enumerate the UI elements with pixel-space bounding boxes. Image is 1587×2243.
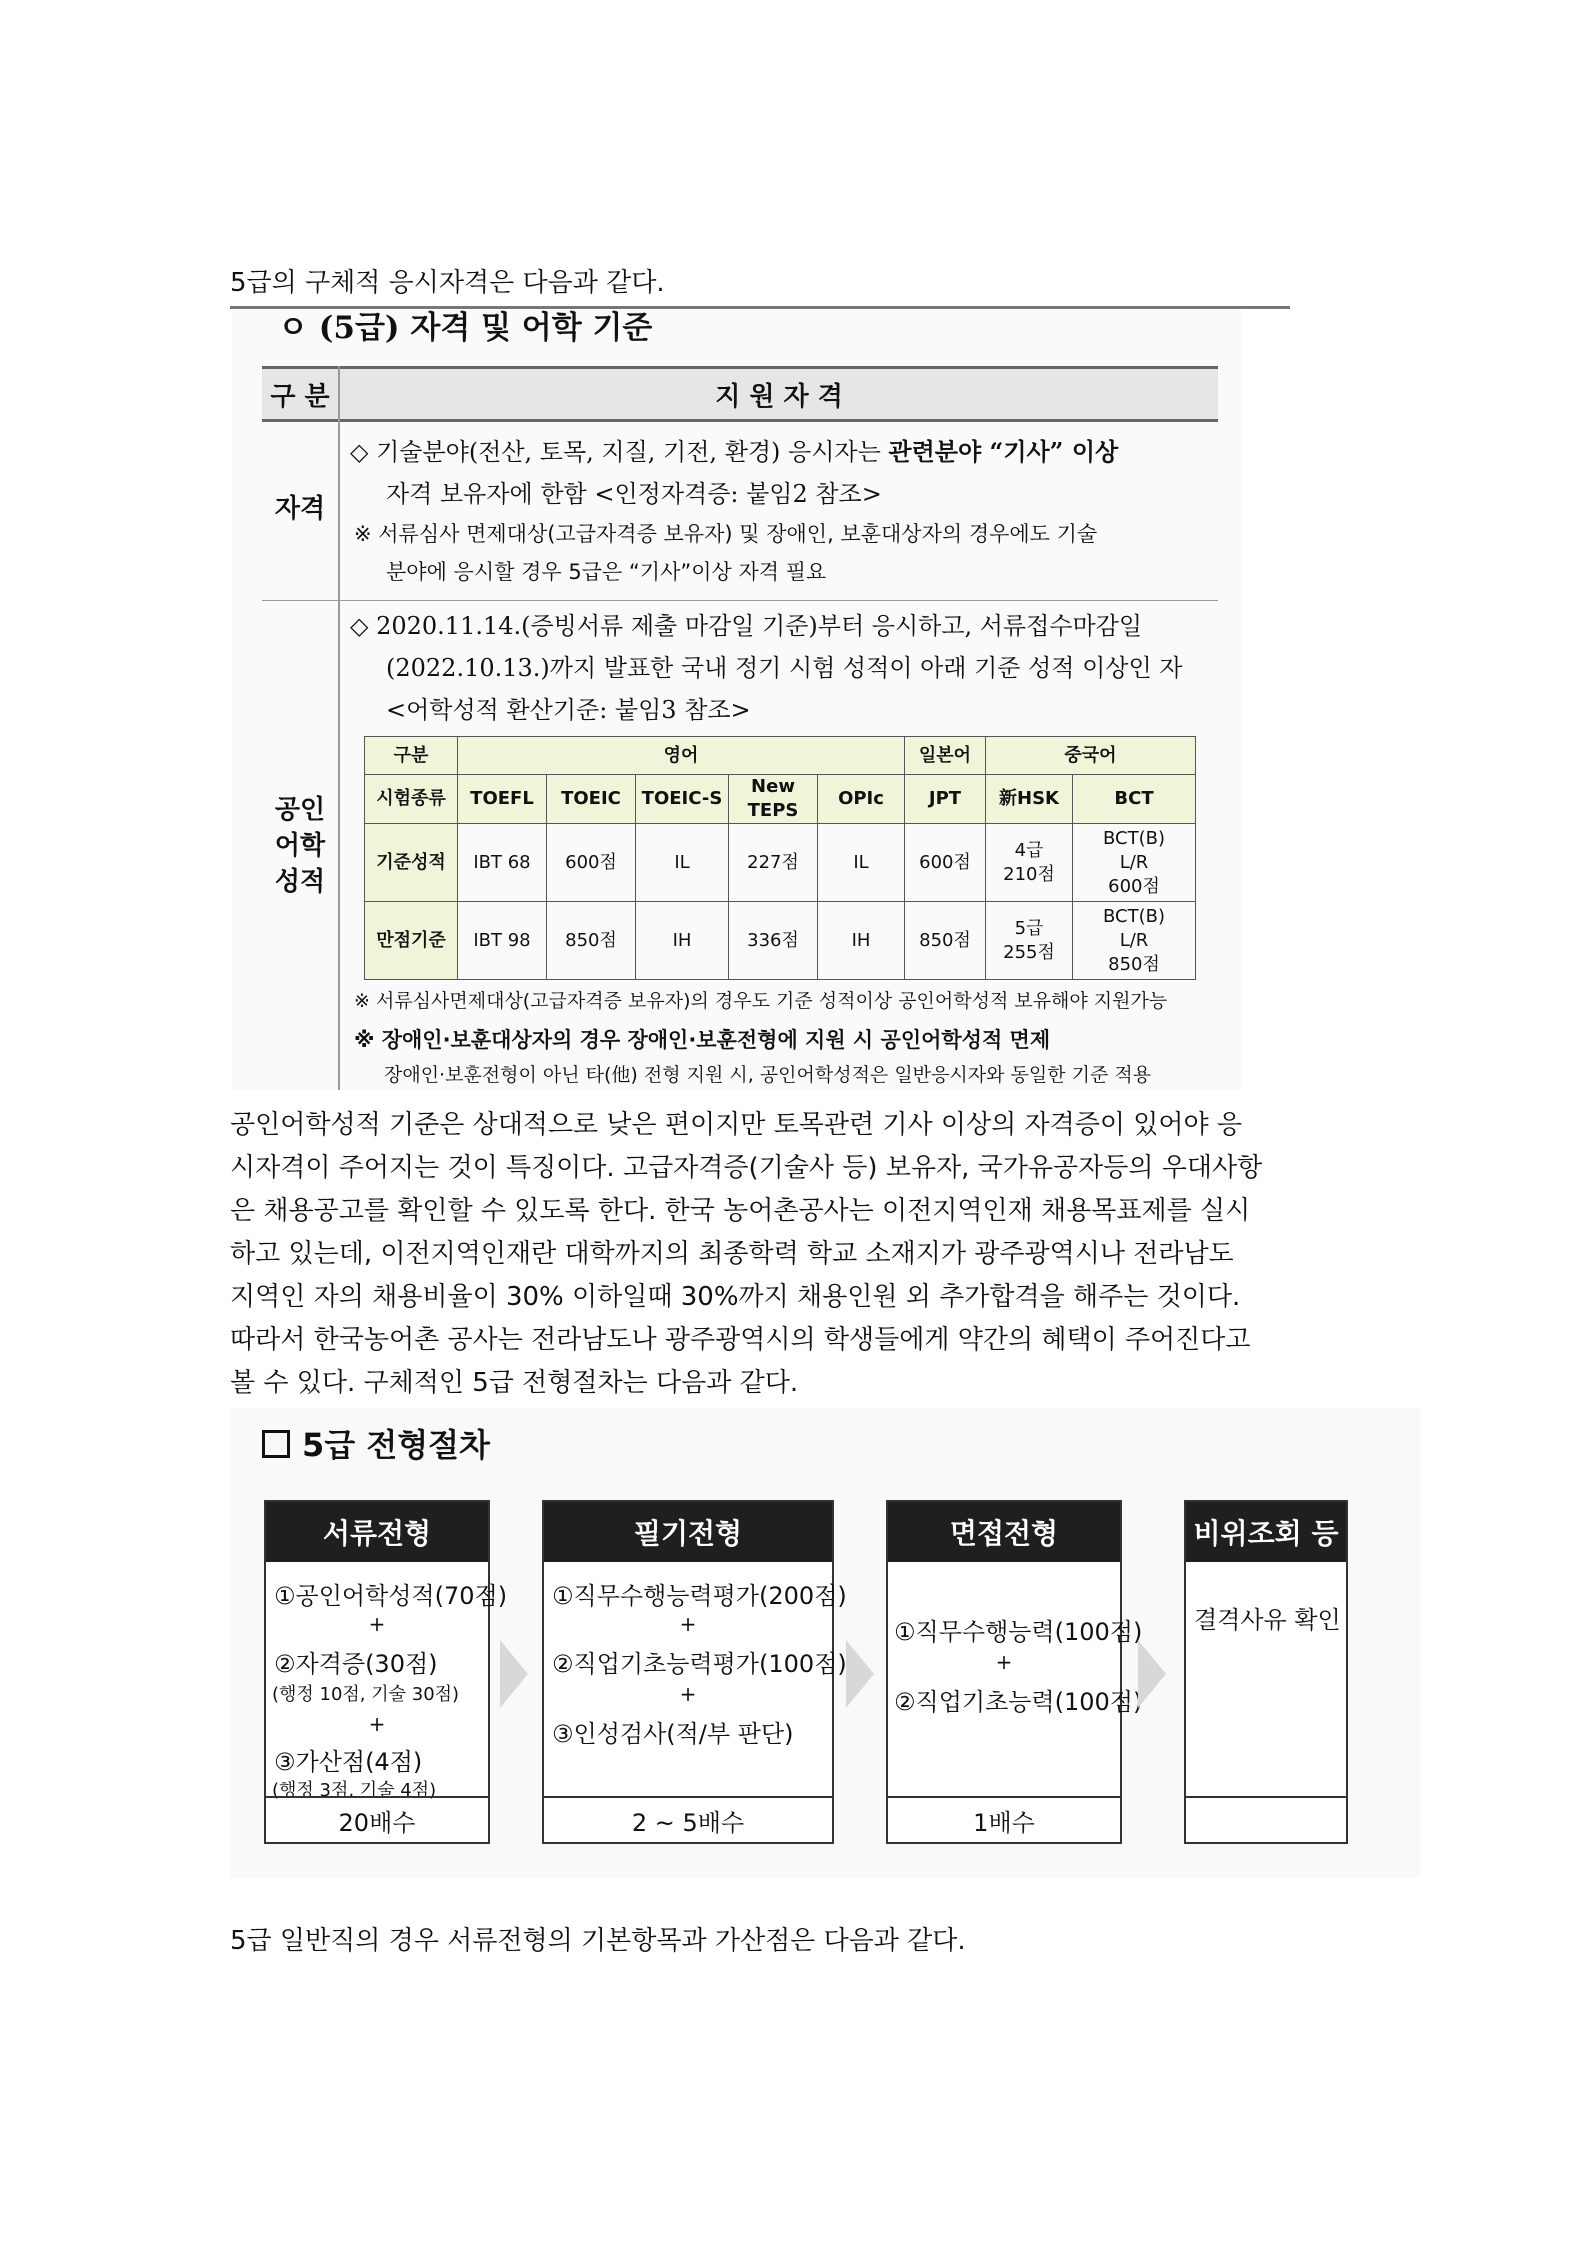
lang-score-line: L/R: [1119, 929, 1149, 951]
row-divider: [262, 600, 1218, 601]
chevron-right-icon: [500, 1640, 528, 1708]
lang-score-cell: IH: [636, 902, 729, 980]
step-footer: 2 ~ 5배수: [544, 1796, 832, 1842]
language-score-table: [364, 736, 1196, 980]
closing-text: 5급 일반직의 경우 서류전형의 기본항목과 가산점은 다음과 같다.: [230, 1926, 966, 1956]
step-header: 비위조회 등: [1186, 1502, 1346, 1562]
step-item: ③가산점(4점): [274, 1748, 423, 1776]
step-plus: +: [995, 1650, 1013, 1674]
intro-text: 5급의 구체적 응시자격은 다음과 같다.: [230, 268, 665, 298]
column-divider: [338, 366, 340, 1090]
step-item: ②자격증(30점): [274, 1650, 438, 1678]
checkbox-icon: [262, 1430, 290, 1458]
lang-row-label-standard: 기준성적: [365, 824, 458, 902]
paragraph-line: 하고 있는데, 이전지역인재란 대학까지의 최종학력 학교 소재지가 광주광역시나 전라남도: [230, 1239, 1234, 1269]
lang-score-cell: IBT 98: [458, 902, 547, 980]
step-plus: +: [368, 1612, 386, 1636]
row-label-qualification: 자격: [274, 494, 326, 524]
row-label-language-1: 공인: [274, 795, 326, 825]
language-line-2: (2022.10.13.)까지 발표한 국내 정기 시험 성적이 아래 기준 성적 이상인 자: [386, 654, 1183, 682]
step-body: [888, 1564, 1143, 1796]
lang-score-cell: 600점: [905, 824, 986, 902]
paragraph-line: 따라서 한국농어촌 공사는 전라남도나 광주광역시의 학생들에게 약간의 혜택이 주어진다고: [230, 1325, 1251, 1355]
language-line-1: ◇ 2020.11.14.(증빙서류 제출 마감일 기준)부터 응시하고, 서류접수마감일: [350, 612, 1143, 640]
step-item: ③인성검사(적/부 판단): [552, 1720, 794, 1748]
step-subitem: (행정 3점, 기술 4점): [272, 1780, 437, 1801]
lang-score-line: L/R: [1119, 851, 1149, 873]
paragraph-line: 시자격이 주어지는 것이 특징이다. 고급자격증(기술사 등) 보유자, 국가유공자등의 우대사항: [230, 1153, 1263, 1183]
step-item: 결격사유 확인: [1194, 1606, 1341, 1634]
lang-score-cell: IL: [636, 824, 729, 902]
qualification-line-2: 자격 보유자에 한함 <인정자격증: 붙임2 참조>: [386, 480, 882, 508]
step-item: ①직무수행능력평가(200점): [552, 1582, 847, 1610]
process-title-text: 5급 전형절차: [302, 1426, 490, 1464]
step-item: ①공인어학성적(70점): [274, 1582, 508, 1610]
row-label-language-2: 어학: [274, 831, 326, 861]
lang-header-english: 영어: [458, 737, 905, 775]
step-body: [1186, 1564, 1346, 1796]
lang-score-line: 5급: [1014, 917, 1044, 939]
step-item: ②직업기초능력평가(100점): [552, 1650, 847, 1678]
process-step-interview: [886, 1500, 1143, 1844]
qualification-note-2: 분야에 응시할 경우 5급은 “기사”이상 자격 필요: [386, 560, 827, 584]
step-item: ①직무수행능력(100점): [894, 1618, 1143, 1646]
step-plus: +: [679, 1682, 697, 1706]
lang-test-name: BCT: [1073, 775, 1196, 824]
lang-score-cell: [986, 824, 1073, 902]
step-header: 필기전형: [544, 1502, 832, 1562]
chevron-right-icon: [1138, 1640, 1166, 1708]
lang-score-cell: [1073, 902, 1196, 980]
paragraph-line: 공인어학성적 기준은 상대적으로 낮은 편이지만 토목관련 기사 이상의 자격증이 있어야 응: [230, 1110, 1242, 1140]
header-qualification: 지 원 자 격: [715, 382, 843, 412]
lang-score-line: 850점: [1108, 953, 1160, 975]
language-note-1: ※ 서류심사면제대상(고급자격증 보유자)의 경우도 기준 성적이상 공인어학성적 보유해야 지원가능: [354, 990, 1168, 1012]
lang-test-name: New TEPS: [729, 775, 818, 824]
lang-row-label-full: 만점기준: [365, 902, 458, 980]
lang-test-name: TOEIC: [547, 775, 636, 824]
lang-row-label-type: 시험종류: [365, 775, 458, 824]
lang-test-name: JPT: [905, 775, 986, 824]
process-title: [262, 1420, 490, 1466]
lang-header-chinese: 중국어: [986, 737, 1196, 775]
process-step-check: [1184, 1500, 1348, 1844]
process-step-written: [542, 1500, 847, 1844]
lang-score-line: 4급: [1014, 839, 1044, 861]
language-note-2: ※ 장애인·보훈대상자의 경우 장애인·보훈전형에 지원 시 공인어학성적 면제: [354, 1028, 1051, 1052]
step-header: 서류전형: [266, 1502, 488, 1562]
step-plus: +: [679, 1612, 697, 1636]
row-label-language-3: 성적: [274, 867, 326, 897]
lang-score-line: BCT(B): [1103, 905, 1165, 927]
lang-score-cell: IH: [818, 902, 905, 980]
step-body: [266, 1564, 508, 1801]
row-label-language: [262, 792, 338, 900]
lang-score-line: BCT(B): [1103, 827, 1165, 849]
language-note-3: 장애인·보훈전형이 아닌 타(他) 전형 지원 시, 공인어학성적은 일반응시자와 동일한 기준 적용: [384, 1064, 1152, 1086]
paragraph-line: 볼 수 있다. 구체적인 5급 전형절차는 다음과 같다.: [230, 1368, 799, 1398]
lang-score-cell: 850점: [547, 902, 636, 980]
qualification-emphasis: 관련분야 “기사” 이상: [888, 437, 1119, 466]
lang-score-line: 210점: [1003, 863, 1055, 885]
header-category: 구 분: [270, 382, 330, 412]
qualification-line-1: [350, 432, 1118, 467]
lang-test-name: TOEIC-S: [636, 775, 729, 824]
step-header: 면접전형: [888, 1502, 1120, 1562]
lang-score-cell: IBT 68: [458, 824, 547, 902]
paragraph-line: 지역인 자의 채용비율이 30% 이하일때 30%까지 채용인원 외 추가합격을 해주는 것이다.: [230, 1282, 1241, 1312]
qualification-note-1: ※ 서류심사 면제대상(고급자격증 보유자) 및 장애인, 보훈대상자의 경우에도 기술: [354, 522, 1098, 546]
lang-header-category: 구분: [365, 737, 458, 775]
step-subitem: (행정 10점, 기술 30점): [272, 1684, 460, 1705]
chevron-right-icon: [846, 1640, 874, 1708]
lang-score-cell: 336점: [729, 902, 818, 980]
paragraph-line: 은 채용공고를 확인할 수 있도록 한다. 한국 농어촌공사는 이전지역인재 채용목표제를 실시: [230, 1196, 1251, 1226]
qualification-text: ◇ 기술분야(전산, 토목, 지질, 기전, 환경) 응시자는: [350, 438, 889, 466]
language-line-3: <어학성적 환산기준: 붙임3 참조>: [386, 696, 751, 724]
process-step-document: [264, 1500, 508, 1844]
lang-score-line: 600점: [1108, 875, 1160, 897]
lang-test-name: OPIc: [818, 775, 905, 824]
lang-score-cell: 850점: [905, 902, 986, 980]
step-footer: [1186, 1796, 1346, 1842]
qualification-title: ㅇ (5급) 자격 및 어학 기준: [278, 310, 653, 346]
step-footer: 20배수: [266, 1796, 488, 1842]
lang-score-cell: IL: [818, 824, 905, 902]
lang-test-name: 新HSK: [986, 775, 1073, 824]
lang-score-cell: 227점: [729, 824, 818, 902]
body-paragraph: [230, 1104, 1380, 1405]
step-plus: +: [368, 1712, 386, 1736]
step-item: ②직업기초능력(100점): [894, 1688, 1143, 1716]
lang-header-japanese: 일본어: [905, 737, 986, 775]
lang-score-line: 255점: [1003, 941, 1055, 963]
step-footer: 1배수: [888, 1796, 1120, 1842]
lang-score-cell: [986, 902, 1073, 980]
lang-score-cell: [1073, 824, 1196, 902]
step-body: [544, 1564, 847, 1796]
lang-score-cell: 600점: [547, 824, 636, 902]
lang-test-name: TOEFL: [458, 775, 547, 824]
